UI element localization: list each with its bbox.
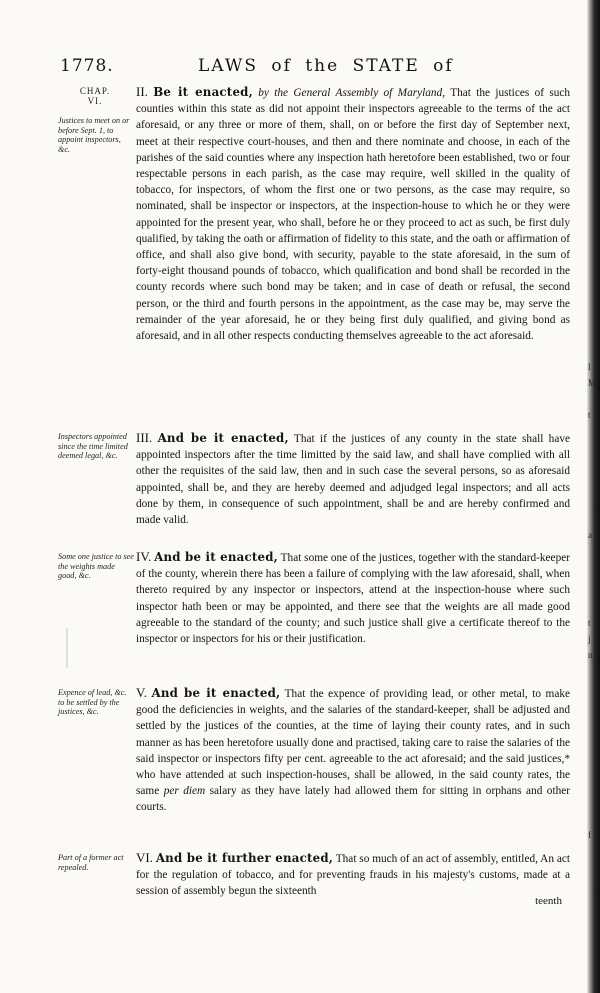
chapter-label (62, 86, 128, 106)
section-2 (136, 84, 570, 344)
section-text: That if the justices of any county in the state shall have appointed inspectors after the time limitted by the said law, and shall have complied with all other the requisites of the said law, then and in such case the several persons, so as aforesaid appointed, shall be, and they are hereby deemed and adjudged legal inspectors; and all acts done by them, in consequence of such appointment, shall be and are hereby confirmed and made valid. (136, 433, 570, 527)
chapter-number: VI. (87, 96, 103, 106)
section-text: That the expence of providing lead, or other metal, to make good the deficiencies in weights, and the salaries of the standard-keeper, shall be adjusted and settled by the justices of the counties, at the time of laying their county rates, and in such manner as has been heretofore usually done and practised, taking care to raise the salaries of the said inspector or inspectors fifty per cent. agreeable to the act aforesaid; and the said justices,* who have attended at such inspection-houses, shall be allowed, in the said county rates, the same (136, 688, 570, 798)
running-title: LAWS of the STATE of (198, 56, 454, 76)
page-year: 1778. (60, 56, 114, 76)
section-text: That so much of an act of assembly, entitled, An act for the regulation of tobacco, and for preventing frauds in his majesty's customs, made at a session of assembly begun the sixteenth (136, 853, 570, 898)
enacting-authority: by the General Assembly of Maryland, (258, 87, 446, 99)
section-number: V. (136, 685, 147, 700)
edge-fragment: f (588, 830, 591, 840)
per-diem-italic: per diem (163, 785, 206, 798)
marginal-note-1: Justices to meet on or before Sept. 1, to appoint inspectors, &c. (58, 116, 130, 154)
section-text-cont: salary as they have lately had allowed them for sitting in orphans and other courts. (136, 785, 571, 814)
edge-fragment: n (588, 650, 593, 660)
section-5 (136, 685, 570, 816)
section-4 (136, 549, 570, 647)
section-3 (136, 430, 570, 528)
edge-fragment: l (588, 362, 591, 372)
enacting-clause: Be it enacted, (153, 85, 253, 99)
edge-fragment: t (588, 618, 591, 628)
section-text: That the justices of such counties within this state as did not appoint their inspectors agreeable to the terms of the act aforesaid, or any three or more of them, shall, on or before the first day of September next, meet at their respective court-houses, and then and there nominate and choose, in each of the parishes of the said counties where any inspection hath heretofore been established, two or four respectable persons in each parish, as the case may require, well skilled in the quality of tobacco, for inspectors, of whom the first one or two persons, as the case may require, so nominated, shall be inspector or inspectors, at the inspection-house to which he or they were appointed for the present year, who shall, before he or they proceed to act as such, be first duly qualified, by taking the oath or affirmation of fidelity to this state, and the oath or affirmation of office, and shall also give bond, with security, payable to the state aforesaid, in the sum of forty-eight thousand pounds of tobacco, which qualification and bond shall be recorded in the county records where such bond may be taken; and in case of death or refusal, the second person, or the third and fourth persons in the appointment, as the case may be, may serve the remainder of the year aforesaid, he or they being first duly qualified, and giving bond as aforesaid, and in all other respects conducting themselves agreeable to the act aforesaid. (136, 87, 571, 343)
enacting-clause: And be it further enacted, (155, 851, 334, 865)
marginal-note-4: Expence of lead, &c. to be settled by the justices, &c. (58, 688, 127, 717)
marginal-note-5: Part of a former act repealed. (58, 853, 124, 872)
enacting-clause: And be it enacted, (154, 550, 278, 564)
marginal-note-3: Some one justice to see the weights made good, &c. (58, 552, 134, 581)
section-number: IV. (136, 549, 152, 564)
page-header (0, 56, 600, 82)
edge-fragment: j (588, 634, 591, 644)
section-number: III. (136, 430, 153, 445)
chapter-label-text: CHAP. (79, 86, 111, 96)
enacting-clause: And be it enacted, (151, 686, 281, 700)
section-number: VI. (136, 850, 153, 865)
ink-blot (66, 628, 68, 668)
catchword: teenth (535, 895, 562, 907)
edge-fragment: t (588, 410, 591, 420)
section-6 (136, 850, 570, 900)
section-number: II. (136, 84, 148, 99)
marginal-note-2: Inspectors appointed since the time limited deemed legal, &c. (58, 432, 128, 461)
section-text: That some one of the justices, together with the standard-keeper of the county, wherein there has been a failure of complying with the law aforesaid, shall, when thereto required by any inspector or inspectors, attend at the inspection-house where such inspector hath been or may be appointed, and there see that the weights are all made good agreeable to the standard of the county; and such justice shall give a certificate thereof to the inspector or inspectors for his or their justification. (136, 552, 571, 646)
enacting-clause: And be it enacted, (157, 431, 289, 445)
edge-fragment: M (588, 378, 597, 388)
edge-fragment: a (588, 530, 592, 540)
facing-page-edge (587, 0, 600, 993)
